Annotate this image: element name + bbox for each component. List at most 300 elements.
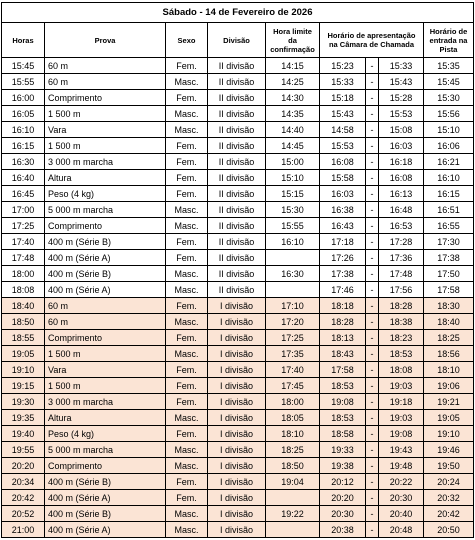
event-cell: 60 m (45, 58, 166, 74)
call-room-dash: - (366, 58, 379, 74)
call-room-dash: - (366, 138, 379, 154)
division-cell: I divisão (208, 346, 266, 362)
track-entry-cell: 16:15 (424, 186, 474, 202)
table-row (2, 458, 474, 474)
table-row (2, 330, 474, 346)
call-room-dash: - (366, 442, 379, 458)
call-room-start-cell: 16:43 (320, 218, 366, 234)
sex-cell: Fem. (166, 250, 208, 266)
table-row (2, 74, 474, 90)
table-row (2, 506, 474, 522)
call-room-dash: - (366, 490, 379, 506)
sex-cell: Fem. (166, 58, 208, 74)
call-room-dash: - (366, 314, 379, 330)
event-cell: 400 m (Série A) (45, 282, 166, 298)
call-room-dash: - (366, 426, 379, 442)
time-cell: 17:25 (2, 218, 45, 234)
event-cell: Comprimento (45, 90, 166, 106)
sex-cell: Masc. (166, 218, 208, 234)
division-cell: II divisão (208, 218, 266, 234)
call-room-start-cell: 18:53 (320, 378, 366, 394)
division-cell: I divisão (208, 426, 266, 442)
event-cell: Vara (45, 122, 166, 138)
schedule-body (2, 58, 474, 538)
sex-cell: Masc. (166, 106, 208, 122)
time-cell: 18:50 (2, 314, 45, 330)
table-row (2, 138, 474, 154)
call-room-start-cell: 20:12 (320, 474, 366, 490)
call-room-start-cell: 19:08 (320, 394, 366, 410)
call-room-start-cell: 20:30 (320, 506, 366, 522)
call-room-end-cell: 15:33 (379, 58, 424, 74)
confirmation-limit-cell: 17:45 (266, 378, 320, 394)
confirmation-limit-cell: 14:25 (266, 74, 320, 90)
track-entry-cell: 17:30 (424, 234, 474, 250)
confirmation-limit-cell: 14:15 (266, 58, 320, 74)
call-room-end-cell: 18:23 (379, 330, 424, 346)
track-entry-cell: 16:06 (424, 138, 474, 154)
table-row (2, 58, 474, 74)
event-cell: Comprimento (45, 218, 166, 234)
event-cell: 1 500 m (45, 138, 166, 154)
header-row (2, 23, 474, 58)
call-room-dash: - (366, 522, 379, 538)
sex-cell: Masc. (166, 314, 208, 330)
time-cell: 19:10 (2, 362, 45, 378)
division-cell: II divisão (208, 282, 266, 298)
call-room-end-cell: 19:03 (379, 410, 424, 426)
schedule-table (1, 2, 474, 538)
time-cell: 20:34 (2, 474, 45, 490)
sex-cell: Fem. (166, 394, 208, 410)
track-entry-cell: 15:45 (424, 74, 474, 90)
call-room-dash: - (366, 122, 379, 138)
division-cell: I divisão (208, 442, 266, 458)
call-room-start-cell: 17:18 (320, 234, 366, 250)
sex-cell: Masc. (166, 346, 208, 362)
track-entry-cell: 15:56 (424, 106, 474, 122)
sex-cell: Masc. (166, 266, 208, 282)
sex-cell: Fem. (166, 138, 208, 154)
event-cell: Peso (4 kg) (45, 186, 166, 202)
table-row (2, 106, 474, 122)
division-cell: I divisão (208, 378, 266, 394)
sex-cell: Fem. (166, 330, 208, 346)
table-row (2, 346, 474, 362)
call-room-start-cell: 17:26 (320, 250, 366, 266)
track-entry-cell: 15:30 (424, 90, 474, 106)
track-entry-cell: 19:05 (424, 410, 474, 426)
division-cell: II divisão (208, 74, 266, 90)
sex-cell: Fem. (166, 298, 208, 314)
track-entry-cell: 20:24 (424, 474, 474, 490)
confirmation-limit-cell: 18:05 (266, 410, 320, 426)
sex-cell: Masc. (166, 506, 208, 522)
table-row (2, 250, 474, 266)
division-cell: I divisão (208, 394, 266, 410)
division-cell: I divisão (208, 298, 266, 314)
division-cell: II divisão (208, 122, 266, 138)
sex-cell: Masc. (166, 202, 208, 218)
event-cell: Comprimento (45, 458, 166, 474)
time-cell: 18:08 (2, 282, 45, 298)
time-cell: 19:15 (2, 378, 45, 394)
call-room-end-cell: 16:53 (379, 218, 424, 234)
time-cell: 16:30 (2, 154, 45, 170)
confirmation-limit-cell: 18:25 (266, 442, 320, 458)
table-row (2, 378, 474, 394)
track-entry-cell: 20:42 (424, 506, 474, 522)
time-cell: 16:00 (2, 90, 45, 106)
track-entry-cell: 16:51 (424, 202, 474, 218)
call-room-dash: - (366, 410, 379, 426)
call-room-start-cell: 16:03 (320, 186, 366, 202)
call-room-start-cell: 15:53 (320, 138, 366, 154)
confirmation-limit-cell (266, 250, 320, 266)
call-room-end-cell: 19:43 (379, 442, 424, 458)
track-entry-cell: 16:55 (424, 218, 474, 234)
sex-cell: Fem. (166, 234, 208, 250)
sex-cell: Fem. (166, 154, 208, 170)
time-cell: 19:30 (2, 394, 45, 410)
confirmation-limit-cell (266, 522, 320, 538)
call-room-start-cell: 19:33 (320, 442, 366, 458)
call-room-dash: - (366, 506, 379, 522)
table-row (2, 90, 474, 106)
header-horas: Horas (2, 23, 45, 58)
division-cell: II divisão (208, 90, 266, 106)
time-cell: 16:10 (2, 122, 45, 138)
time-cell: 16:45 (2, 186, 45, 202)
call-room-start-cell: 18:18 (320, 298, 366, 314)
table-row (2, 426, 474, 442)
confirmation-limit-cell: 15:00 (266, 154, 320, 170)
sex-cell: Fem. (166, 426, 208, 442)
confirmation-limit-cell: 18:10 (266, 426, 320, 442)
time-cell: 15:55 (2, 74, 45, 90)
division-cell: II divisão (208, 106, 266, 122)
call-room-dash: - (366, 346, 379, 362)
header-sexo: Sexo (166, 23, 208, 58)
table-row (2, 362, 474, 378)
call-room-dash: - (366, 298, 379, 314)
call-room-dash: - (366, 186, 379, 202)
division-cell: II divisão (208, 170, 266, 186)
track-entry-cell: 16:10 (424, 170, 474, 186)
confirmation-limit-cell: 17:10 (266, 298, 320, 314)
confirmation-limit-cell: 17:35 (266, 346, 320, 362)
table-row (2, 394, 474, 410)
sex-cell: Masc. (166, 282, 208, 298)
table-row (2, 490, 474, 506)
header-divisao: Divisão (208, 23, 266, 58)
event-cell: 60 m (45, 314, 166, 330)
division-cell: II divisão (208, 138, 266, 154)
time-cell: 19:40 (2, 426, 45, 442)
header-limite: Hora limite da confirmação (266, 23, 320, 58)
sex-cell: Masc. (166, 74, 208, 90)
call-room-start-cell: 19:38 (320, 458, 366, 474)
call-room-end-cell: 20:40 (379, 506, 424, 522)
call-room-dash: - (366, 394, 379, 410)
time-cell: 20:20 (2, 458, 45, 474)
event-cell: 400 m (Série B) (45, 234, 166, 250)
call-room-end-cell: 17:28 (379, 234, 424, 250)
time-cell: 19:05 (2, 346, 45, 362)
table-row (2, 186, 474, 202)
time-cell: 17:00 (2, 202, 45, 218)
event-cell: Altura (45, 410, 166, 426)
track-entry-cell: 17:38 (424, 250, 474, 266)
event-cell: 60 m (45, 74, 166, 90)
call-room-start-cell: 18:28 (320, 314, 366, 330)
event-cell: 400 m (Série A) (45, 250, 166, 266)
time-cell: 16:05 (2, 106, 45, 122)
call-room-end-cell: 18:38 (379, 314, 424, 330)
division-cell: II divisão (208, 186, 266, 202)
confirmation-limit-cell: 17:25 (266, 330, 320, 346)
time-cell: 17:40 (2, 234, 45, 250)
call-room-dash: - (366, 266, 379, 282)
division-cell: I divisão (208, 362, 266, 378)
call-room-end-cell: 18:08 (379, 362, 424, 378)
track-entry-cell: 19:21 (424, 394, 474, 410)
track-entry-cell: 19:10 (424, 426, 474, 442)
call-room-dash: - (366, 170, 379, 186)
call-room-start-cell: 16:38 (320, 202, 366, 218)
call-room-end-cell: 17:56 (379, 282, 424, 298)
call-room-end-cell: 16:08 (379, 170, 424, 186)
event-cell: Altura (45, 170, 166, 186)
time-cell: 18:55 (2, 330, 45, 346)
sex-cell: Masc. (166, 442, 208, 458)
call-room-start-cell: 18:53 (320, 410, 366, 426)
track-entry-cell: 18:25 (424, 330, 474, 346)
call-room-start-cell: 18:43 (320, 346, 366, 362)
track-entry-cell: 18:40 (424, 314, 474, 330)
table-row (2, 282, 474, 298)
time-cell: 16:40 (2, 170, 45, 186)
table-row (2, 314, 474, 330)
sex-cell: Masc. (166, 410, 208, 426)
call-room-end-cell: 15:43 (379, 74, 424, 90)
time-cell: 17:48 (2, 250, 45, 266)
call-room-end-cell: 18:53 (379, 346, 424, 362)
call-room-dash: - (366, 74, 379, 90)
table-row (2, 442, 474, 458)
table-row (2, 170, 474, 186)
division-cell: II divisão (208, 154, 266, 170)
call-room-start-cell: 15:58 (320, 170, 366, 186)
sex-cell: Masc. (166, 122, 208, 138)
header-camara: Horário de apresentação na Câmara de Chamada (320, 23, 424, 58)
confirmation-limit-cell: 17:40 (266, 362, 320, 378)
sex-cell: Fem. (166, 90, 208, 106)
call-room-end-cell: 16:48 (379, 202, 424, 218)
event-cell: 3 000 m marcha (45, 394, 166, 410)
schedule-document (1, 2, 473, 538)
event-cell: 400 m (Série B) (45, 266, 166, 282)
call-room-dash: - (366, 234, 379, 250)
call-room-dash: - (366, 250, 379, 266)
time-cell: 18:00 (2, 266, 45, 282)
sex-cell: Masc. (166, 458, 208, 474)
track-entry-cell: 19:06 (424, 378, 474, 394)
call-room-start-cell: 17:46 (320, 282, 366, 298)
confirmation-limit-cell: 18:00 (266, 394, 320, 410)
division-cell: I divisão (208, 474, 266, 490)
call-room-end-cell: 15:28 (379, 90, 424, 106)
sex-cell: Fem. (166, 490, 208, 506)
call-room-start-cell: 15:23 (320, 58, 366, 74)
confirmation-limit-cell: 16:10 (266, 234, 320, 250)
call-room-end-cell: 20:22 (379, 474, 424, 490)
time-cell: 18:40 (2, 298, 45, 314)
event-cell: 3 000 m marcha (45, 154, 166, 170)
call-room-dash: - (366, 202, 379, 218)
time-cell: 19:55 (2, 442, 45, 458)
header-prova: Prova (45, 23, 166, 58)
call-room-end-cell: 19:08 (379, 426, 424, 442)
event-cell: 400 m (Série B) (45, 474, 166, 490)
call-room-start-cell: 18:58 (320, 426, 366, 442)
confirmation-limit-cell: 15:30 (266, 202, 320, 218)
page-title: Sábado - 14 de Fevereiro de 2026 (2, 3, 474, 23)
event-cell: Peso (4 kg) (45, 426, 166, 442)
call-room-start-cell: 20:38 (320, 522, 366, 538)
call-room-end-cell: 17:48 (379, 266, 424, 282)
track-entry-cell: 20:32 (424, 490, 474, 506)
call-room-dash: - (366, 218, 379, 234)
call-room-end-cell: 16:13 (379, 186, 424, 202)
call-room-start-cell: 16:08 (320, 154, 366, 170)
confirmation-limit-cell: 16:30 (266, 266, 320, 282)
confirmation-limit-cell: 15:15 (266, 186, 320, 202)
time-cell: 19:35 (2, 410, 45, 426)
sex-cell: Fem. (166, 378, 208, 394)
call-room-start-cell: 14:58 (320, 122, 366, 138)
event-cell: 1 500 m (45, 346, 166, 362)
confirmation-limit-cell: 14:45 (266, 138, 320, 154)
table-row (2, 298, 474, 314)
track-entry-cell: 20:50 (424, 522, 474, 538)
table-row (2, 410, 474, 426)
call-room-dash: - (366, 330, 379, 346)
event-cell: 60 m (45, 298, 166, 314)
call-room-dash: - (366, 154, 379, 170)
call-room-end-cell: 16:03 (379, 138, 424, 154)
time-cell: 20:52 (2, 506, 45, 522)
call-room-dash: - (366, 282, 379, 298)
call-room-start-cell: 15:33 (320, 74, 366, 90)
event-cell: 400 m (Série B) (45, 506, 166, 522)
division-cell: I divisão (208, 458, 266, 474)
event-cell: 1 500 m (45, 378, 166, 394)
call-room-end-cell: 16:18 (379, 154, 424, 170)
call-room-dash: - (366, 458, 379, 474)
table-row (2, 122, 474, 138)
call-room-dash: - (366, 90, 379, 106)
call-room-end-cell: 19:48 (379, 458, 424, 474)
division-cell: II divisão (208, 202, 266, 218)
track-entry-cell: 16:21 (424, 154, 474, 170)
event-cell: 400 m (Série A) (45, 522, 166, 538)
track-entry-cell: 18:30 (424, 298, 474, 314)
time-cell: 21:00 (2, 522, 45, 538)
call-room-end-cell: 20:48 (379, 522, 424, 538)
confirmation-limit-cell: 14:30 (266, 90, 320, 106)
confirmation-limit-cell: 17:20 (266, 314, 320, 330)
time-cell: 15:45 (2, 58, 45, 74)
track-entry-cell: 15:10 (424, 122, 474, 138)
sex-cell: Fem. (166, 170, 208, 186)
confirmation-limit-cell (266, 490, 320, 506)
table-row (2, 266, 474, 282)
call-room-end-cell: 19:18 (379, 394, 424, 410)
track-entry-cell: 17:58 (424, 282, 474, 298)
track-entry-cell: 15:35 (424, 58, 474, 74)
event-cell: 5 000 m marcha (45, 202, 166, 218)
call-room-end-cell: 20:30 (379, 490, 424, 506)
confirmation-limit-cell: 19:22 (266, 506, 320, 522)
division-cell: I divisão (208, 314, 266, 330)
track-entry-cell: 19:50 (424, 458, 474, 474)
confirmation-limit-cell: 15:10 (266, 170, 320, 186)
sex-cell: Fem. (166, 474, 208, 490)
confirmation-limit-cell (266, 282, 320, 298)
call-room-dash: - (366, 362, 379, 378)
division-cell: II divisão (208, 234, 266, 250)
table-row (2, 218, 474, 234)
confirmation-limit-cell: 18:50 (266, 458, 320, 474)
event-cell: Comprimento (45, 330, 166, 346)
division-cell: I divisão (208, 506, 266, 522)
call-room-end-cell: 19:03 (379, 378, 424, 394)
time-cell: 20:42 (2, 490, 45, 506)
division-cell: I divisão (208, 522, 266, 538)
call-room-end-cell: 15:53 (379, 106, 424, 122)
table-row (2, 234, 474, 250)
call-room-start-cell: 17:58 (320, 362, 366, 378)
track-entry-cell: 17:50 (424, 266, 474, 282)
call-room-start-cell: 15:18 (320, 90, 366, 106)
confirmation-limit-cell: 14:40 (266, 122, 320, 138)
sex-cell: Masc. (166, 522, 208, 538)
table-row (2, 202, 474, 218)
confirmation-limit-cell: 14:35 (266, 106, 320, 122)
call-room-dash: - (366, 378, 379, 394)
sex-cell: Fem. (166, 186, 208, 202)
call-room-dash: - (366, 106, 379, 122)
event-cell: 400 m (Série A) (45, 490, 166, 506)
time-cell: 16:15 (2, 138, 45, 154)
title-row (2, 3, 474, 23)
confirmation-limit-cell: 19:04 (266, 474, 320, 490)
division-cell: II divisão (208, 266, 266, 282)
call-room-start-cell: 18:13 (320, 330, 366, 346)
track-entry-cell: 18:10 (424, 362, 474, 378)
event-cell: 5 000 m marcha (45, 442, 166, 458)
division-cell: I divisão (208, 330, 266, 346)
table-row (2, 474, 474, 490)
division-cell: II divisão (208, 58, 266, 74)
track-entry-cell: 19:46 (424, 442, 474, 458)
table-row (2, 522, 474, 538)
call-room-dash: - (366, 474, 379, 490)
division-cell: II divisão (208, 250, 266, 266)
table-row (2, 154, 474, 170)
call-room-start-cell: 17:38 (320, 266, 366, 282)
